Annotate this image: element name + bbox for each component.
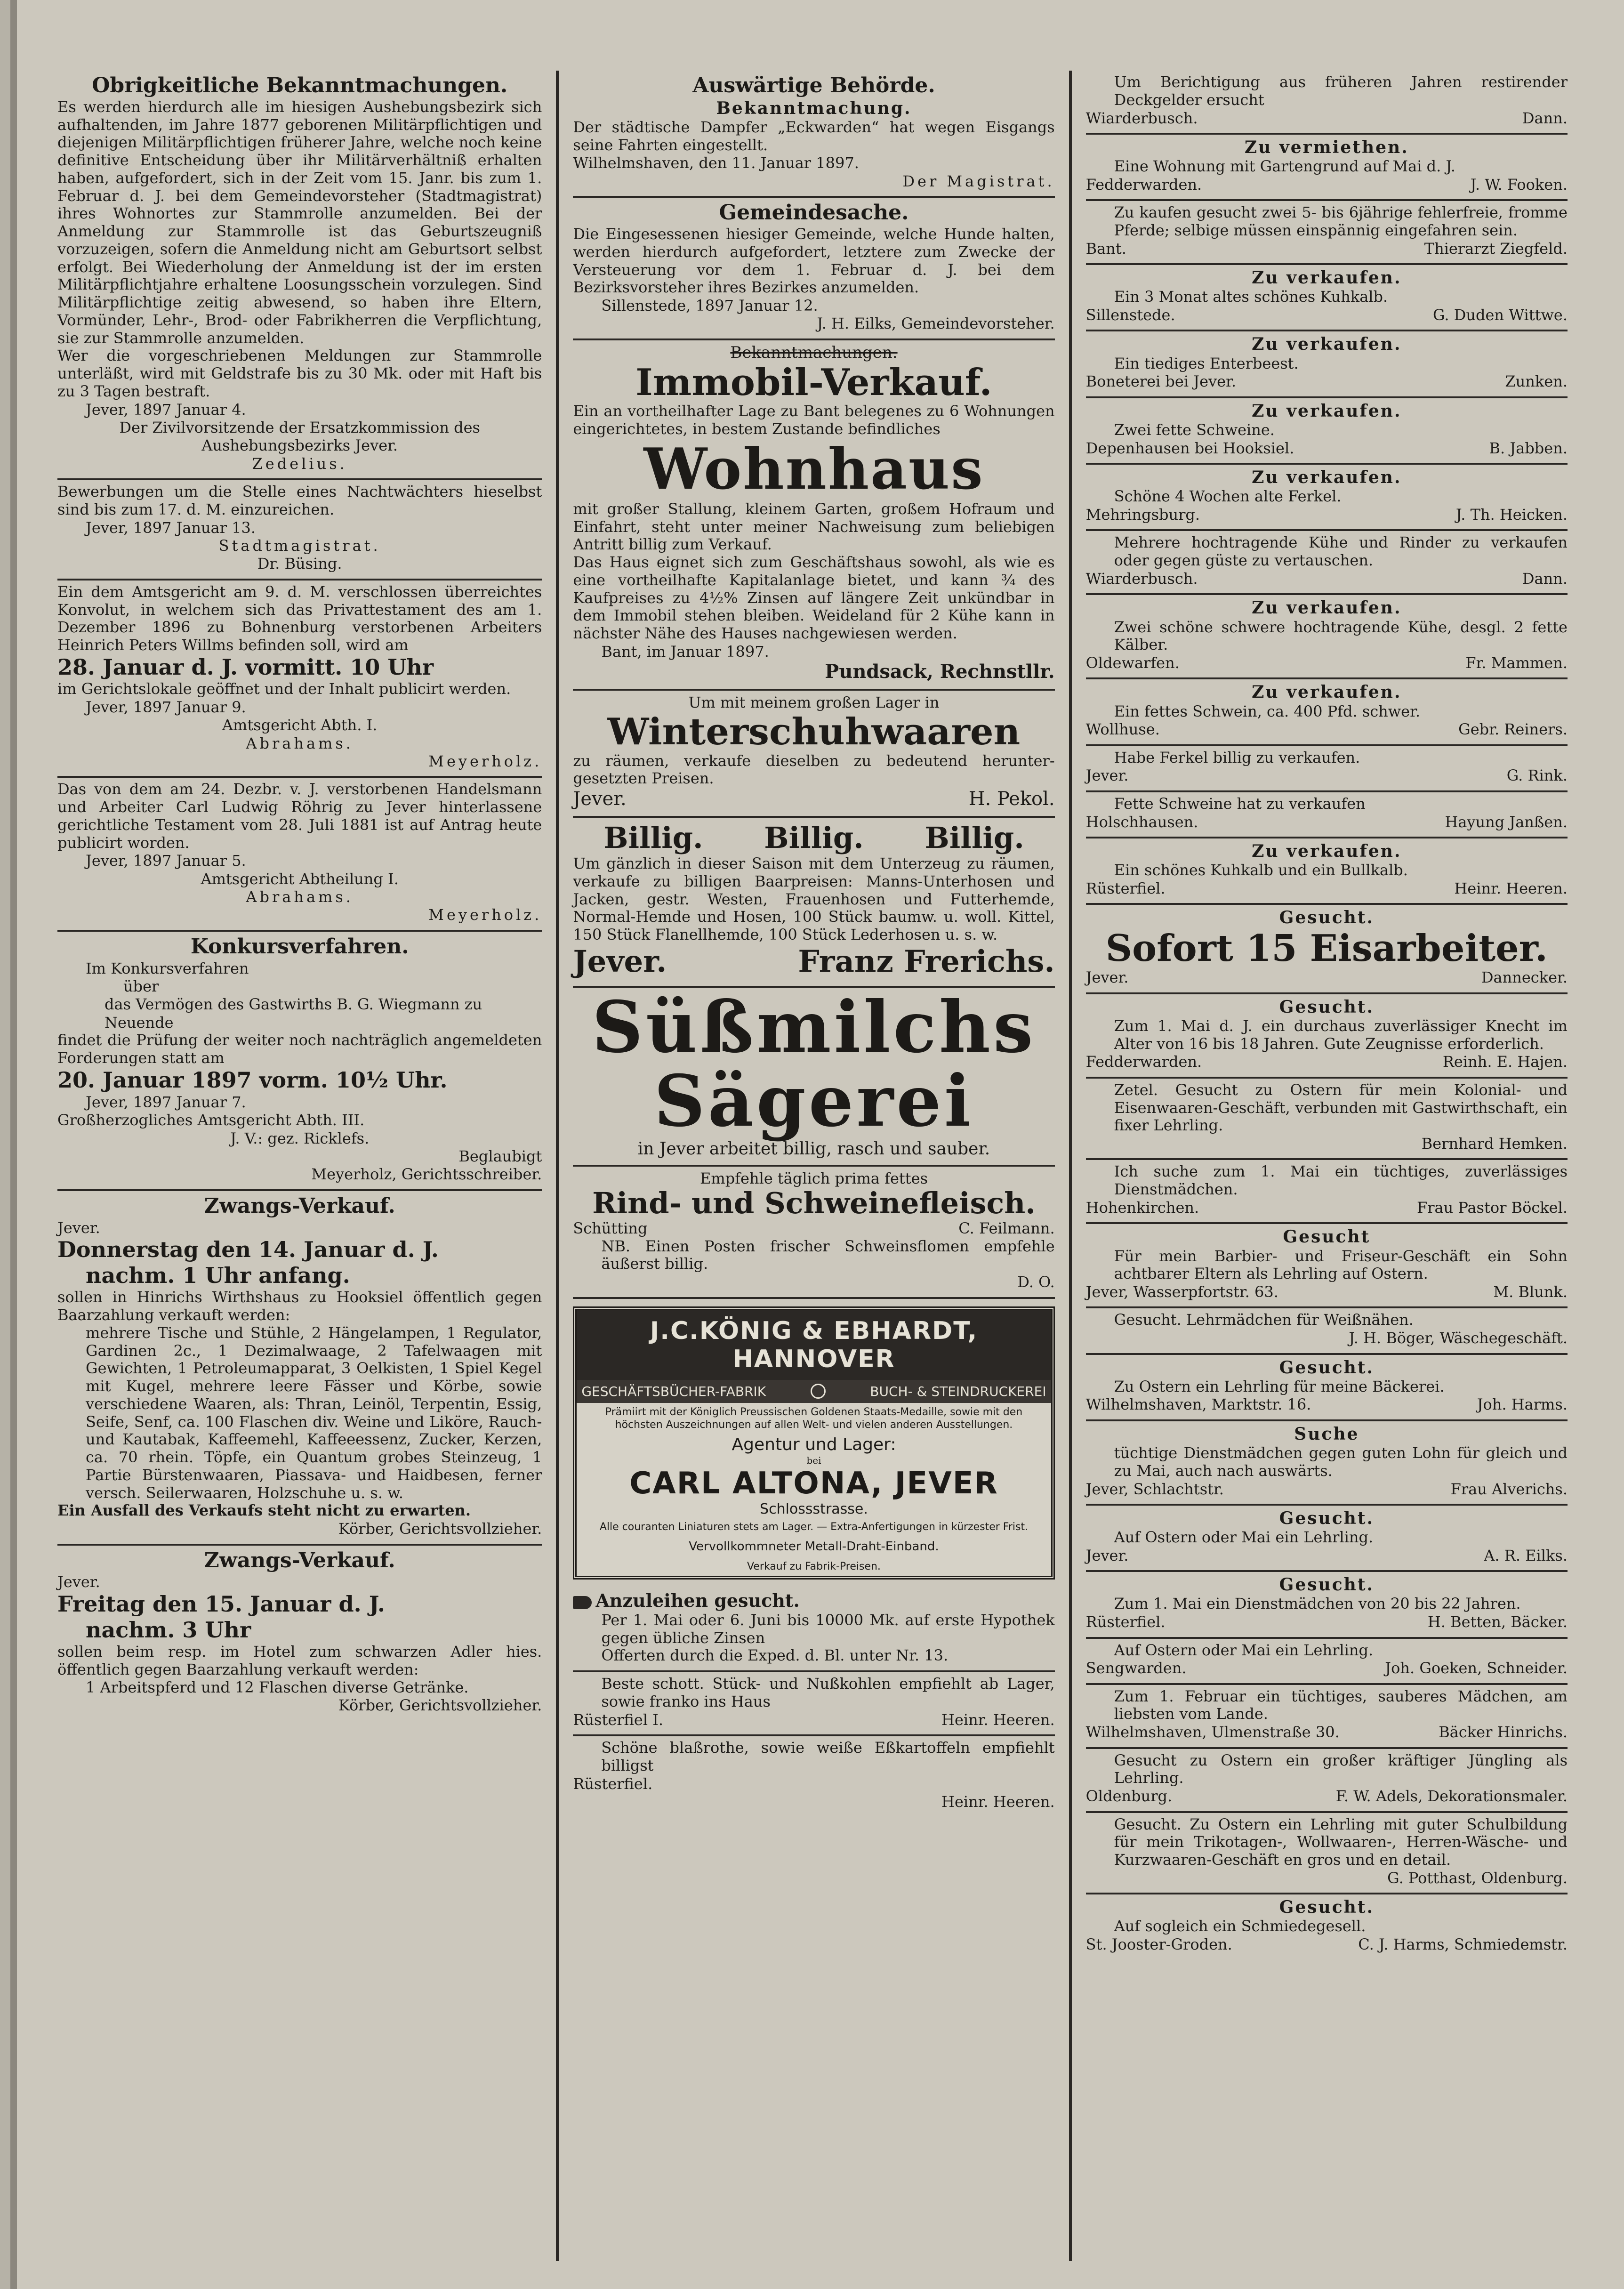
classified-ad xyxy=(1086,1639,1568,1685)
ad-signature: M. Blunk. xyxy=(1493,1283,1568,1301)
ad-footer xyxy=(1086,1053,1568,1071)
ad-place: Schütting xyxy=(573,1219,648,1238)
classified-ad xyxy=(1086,1749,1568,1813)
ad-headline: Rind- und Schweinefleisch. xyxy=(592,1186,1036,1221)
newspaper-page xyxy=(10,0,1624,2289)
notice-time-highlight: nachm. 3 Uhr xyxy=(86,1617,251,1643)
classified-ad xyxy=(1086,994,1568,1079)
classified-ad xyxy=(1086,265,1568,331)
ad-text: Auf Ostern oder Mai ein Lehrling. xyxy=(1114,1641,1374,1659)
ad-footer xyxy=(1086,109,1568,127)
classified-ad xyxy=(1086,71,1568,135)
ad-place: Jever, Wasserpfortstr. 63. xyxy=(1085,1283,1278,1301)
notice-date: Jever, 1897 Januar 9. xyxy=(86,698,246,716)
ad-place: Jever. xyxy=(1085,968,1129,987)
notice-date: Jever, 1897 Januar 4. xyxy=(86,400,246,419)
notice-testament-roehrig xyxy=(57,778,542,932)
ad-heading-text: Anzuleihen gesucht. xyxy=(595,1590,800,1612)
notice-signature: Der Magistrat. xyxy=(902,172,1055,190)
ad-billig-1: Billig. xyxy=(603,821,703,855)
ad-sawmill xyxy=(573,985,1054,1167)
ad-place: Sengwarden. xyxy=(1085,1659,1187,1677)
ad-text: Um Berichtigung aus früheren Jahren restirender Deckgelder ersucht xyxy=(1114,73,1568,109)
ad-koenig-street: Schlossstrasse. xyxy=(760,1500,868,1517)
ad-koenig-ebhardt xyxy=(573,1306,1054,1580)
ad-signature: Heinr. Heeren. xyxy=(941,1710,1055,1729)
ad-signature: H. Pekol. xyxy=(968,788,1055,810)
ad-footer xyxy=(1086,1480,1568,1498)
section-heading: Zwangs-Verkauf. xyxy=(204,1193,395,1218)
notice-text: Bewerbungen um die Stelle eines Nachtwächters hieselbst sind bis zum 17. d. M. einzureichen. xyxy=(57,483,542,518)
ad-footer xyxy=(573,788,1054,810)
ad-heading: Zu vermiethen. xyxy=(1244,137,1409,157)
ad-coal xyxy=(573,1672,1054,1736)
classified-ad xyxy=(1086,1308,1568,1354)
ad-footer xyxy=(1086,720,1568,738)
ad-intro: Um mit meinem großen Lager in xyxy=(688,693,940,712)
notice-signature: Abrahams. xyxy=(246,888,354,906)
ad-text: Ein 3 Monat altes schönes Kuhkalb. xyxy=(1114,288,1388,306)
notice-testament-willms xyxy=(57,580,542,778)
notice-signature: Zedelius. xyxy=(252,454,347,473)
ad-text: Zum 1. Februar ein tüchtiges, sauberes Mädchen, am liebsten vom Lande. xyxy=(1114,1687,1568,1723)
notice-text: findet die Prüfung der weiter noch nachträglich angemeldeten Forderungen statt am xyxy=(57,1031,542,1067)
notice-org: Amtsgericht Abtheilung I. xyxy=(201,870,399,888)
classified-ad xyxy=(1086,679,1568,746)
ad-headline: Wohnhaus xyxy=(643,435,984,502)
ad-potatoes xyxy=(573,1736,1054,1816)
classified-ad xyxy=(1086,1813,1568,1895)
ad-koenig-bar xyxy=(577,1380,1051,1403)
ad-signature: Thierarzt Ziegfeld. xyxy=(1424,239,1568,258)
notice-text: sollen in Hinrichs Wirthshaus zu Hooksiel öffentlich gegen Baarzahlung verkauft werden: xyxy=(57,1288,542,1324)
ad-footer xyxy=(1086,240,1568,258)
ad-text: Ich suche zum 1. Mai ein tüchtiges, zuverlässiges Dienstmädchen. xyxy=(1114,1162,1568,1199)
notice-line: über xyxy=(123,977,159,996)
ad-signature: C. Feilmann. xyxy=(958,1219,1055,1238)
ad-place: Boneterei bei Jever. xyxy=(1085,372,1236,391)
classified-ad xyxy=(1086,465,1568,531)
notice-forced-sale-1 xyxy=(57,1191,542,1546)
ad-heading: Zu verkaufen. xyxy=(1252,841,1402,861)
notice-forced-sale-2 xyxy=(57,1546,542,1720)
classified-ad xyxy=(1086,1894,1568,1959)
classified-ad xyxy=(1086,1685,1568,1749)
ad-koenig-prices: Verkauf zu Fabrik-Preisen. xyxy=(747,1560,881,1572)
ad-koenig-name: CARL ALTONA, JEVER xyxy=(629,1466,998,1501)
ad-koenig-bei: bei xyxy=(806,1454,821,1466)
notice-text: Die Eingesessenen hiesiger Gemeinde, welche Hunde halten, werden hierdurch aufgefordert, letztere zum Zwecke der Versteuerung vor dem 1. Februar d. J. bei dem Bezirksvorsteher ihres Bezirkes anzumelden. xyxy=(573,225,1055,297)
ad-text: Mehrere hochtragende Kühe und Rinder zu verkaufen oder gegen güste zu vertauschen. xyxy=(1114,533,1568,570)
notice-text: Es werden hierdurch alle im hiesigen Aushebungsbezirk sich aufhaltenden, im Jahre 1877 geborenen Militärpflichtigen und diejenigen Militärpflichtigen früherer Jahre, welche noch keine definitive Entscheidung über ihr Militärverhältniß erhalten haben, aufgefordert, sich in der Zeit vom 15. Janr. bis zum 1. Februar d. J. bei dem Gemeindevorsteher (Stadtmagistrat) ihres Wohnortes zur Stammrolle anzumelden. Bei der Anmeldung zur Stammrolle ist das Geburtszeugniß vorzuzeigen, sofern die Anmeldung nicht am Geburtsort selbst erfolgt. Bei Wiederholung der Anmeldung ist der im ersten Militärpflichtjahre erhaltene Loosungsschein vorzulegen. Sind Militärpflichtige zeitig abwesend, so haben ihre Eltern, Vormünder, Lehr-, Brod- oder Fabrikherren die Verpflichtung, sie zur Stammrolle anzumelden. xyxy=(57,97,542,347)
notice-items: 1 Arbeitspferd und 12 Flaschen diverse Getränke. xyxy=(86,1678,469,1696)
ad-place: Oldenburg. xyxy=(1085,1787,1173,1805)
ad-footer xyxy=(1086,1283,1568,1301)
notice-date: Jever, 1897 Januar 7. xyxy=(86,1093,246,1111)
ad-billig-3: Billig. xyxy=(925,821,1024,855)
ad-signature: F. W. Adels, Dekorationsmaler. xyxy=(1335,1787,1568,1805)
ad-footer xyxy=(1086,372,1568,390)
ad-footer xyxy=(1086,1613,1568,1631)
ad-place: Oldewarfen. xyxy=(1085,654,1180,672)
ad-footer xyxy=(573,1219,1054,1237)
classified-ad xyxy=(1086,201,1568,265)
ad-place: Mehringsburg. xyxy=(1085,506,1200,524)
ad-heading: Immobil-Verkauf. xyxy=(635,361,992,404)
classified-ad xyxy=(1086,331,1568,398)
classified-ad xyxy=(1086,1572,1568,1638)
ad-place: Fedderwarden. xyxy=(1085,1053,1202,1071)
ad-text: Ein an vortheilhafter Lage zu Bant belegenes zu 6 Wohnungen eingerichtetes, in bestem Zustande befindliches xyxy=(573,402,1055,438)
ad-place: Wilhelmshaven, Ulmenstraße 30. xyxy=(1085,1723,1340,1741)
ad-signature-2: D. O. xyxy=(1017,1273,1055,1291)
ad-footer xyxy=(1086,1199,1568,1217)
ad-footer xyxy=(1086,1659,1568,1677)
notice-time-highlight: nachm. 1 Uhr anfang. xyxy=(86,1263,350,1289)
ad-place: Wilhelmshaven, Marktstr. 16. xyxy=(1085,1395,1311,1414)
ad-signature: Dann. xyxy=(1522,109,1568,127)
classified-ad xyxy=(1086,1506,1568,1572)
ad-koenig-bar-right: BUCH- & STEINDRUCKEREI xyxy=(870,1383,1046,1399)
notice-org: Amtsgericht Abth. I. xyxy=(222,716,378,734)
ad-signature: Reinh. E. Hajen. xyxy=(1442,1053,1568,1071)
ad-headline-2: Sägerei xyxy=(654,1060,974,1143)
ad-billig-2: Billig. xyxy=(764,821,864,855)
ad-text: mit großer Stallung, kleinem Garten, großem Hofraum und Einfahrt, steht unter meiner Nachweisung zum beliebigen Antritt billig zum Verkauf. xyxy=(573,500,1055,554)
ad-text: Zwei schöne schwere hochtragende Kühe, desgl. 2 fette Kälber. xyxy=(1114,618,1568,654)
classified-ad xyxy=(1086,398,1568,465)
ad-signature: A. R. Eilks. xyxy=(1484,1546,1568,1564)
column-1 xyxy=(43,71,556,2261)
ad-heading: Gesucht. xyxy=(1279,1897,1374,1918)
ad-signature: Dannecker. xyxy=(1481,968,1568,987)
ad-footer xyxy=(1086,879,1568,897)
column-3 xyxy=(1069,71,1582,2261)
ad-heading: Zu verkaufen. xyxy=(1252,682,1402,702)
section-heading: Obrigkeitliche Bekanntmachungen. xyxy=(92,73,508,97)
notice-note: Ein Ausfall des Verkaufs steht nicht zu erwarten. xyxy=(57,1501,471,1520)
ad-place: Rüsterfiel. xyxy=(1085,1613,1166,1631)
ad-signature: Heinr. Heeren. xyxy=(1454,879,1568,897)
ad-headline: Sofort 15 Eisarbeiter. xyxy=(1105,927,1548,970)
ad-text: Offerten durch die Exped. d. Bl. unter Nr. 13. xyxy=(601,1646,949,1665)
ad-loan-wanted xyxy=(573,1587,1054,1672)
notice-certified: Beglaubigt xyxy=(458,1147,542,1166)
ad-text: Fette Schweine hat zu verkaufen xyxy=(1114,794,1366,813)
ad-text: Gesucht zu Ostern ein großer kräftiger Jüngling als Lehrling. xyxy=(1114,1751,1568,1787)
ad-text: Beste schott. Stück- und Nußkohlen empfiehlt ab Lager, sowie franko ins Haus xyxy=(601,1675,1055,1710)
notice-signature: J. H. Eilks, Gemeindevorsteher. xyxy=(817,314,1055,333)
ad-place: Wiarderbusch. xyxy=(1085,109,1198,127)
classified-ad xyxy=(1086,135,1568,201)
classified-ad xyxy=(1086,905,1568,994)
ad-heading: Gesucht. xyxy=(1279,1508,1374,1528)
ad-heading xyxy=(573,1590,1054,1612)
classified-ad xyxy=(1086,1224,1568,1308)
notice-date-highlight: 28. Januar d. J. vormitt. 10 Uhr xyxy=(57,654,434,680)
classified-ad xyxy=(1086,1160,1568,1224)
ad-place: Jever, Schlachtstr. xyxy=(1085,1480,1224,1498)
ad-koenig-award: Prämiirt mit der Königlich Preussischen Goldenen Staats-Medaille, sowie mit den höchsten Auszeichnungen auf allen Welt- und vielen anderen Ausstellungen. xyxy=(605,1406,1023,1431)
ad-text: Zu kaufen gesucht zwei 5- bis 6jährige fehlerfreie, fromme Pferde; selbige müssen einspännig eingefahren sein. xyxy=(1114,203,1568,239)
ad-place: Jever. xyxy=(573,788,627,810)
ad-signature: J. W. Fooken. xyxy=(1470,175,1568,193)
notice-dog-tax xyxy=(573,198,1054,340)
notice-text: Der städtische Dampfer „Eckwarden“ hat wegen Eisgangs seine Fahrten eingestellt. xyxy=(573,118,1055,154)
notice-signature: Dr. Büsing. xyxy=(257,555,342,573)
ad-place: Jever. xyxy=(1085,766,1129,785)
ad-text: Ein schönes Kuhkalb und ein Bullkalb. xyxy=(1114,861,1408,879)
ad-place: Rüsterfiel. xyxy=(573,1774,653,1793)
ad-place: Wiarderbusch. xyxy=(1085,569,1198,588)
notice-line: Im Konkursverfahren xyxy=(86,959,249,977)
ad-signature: B. Jabben. xyxy=(1489,439,1568,457)
notice-date: Jever, 1897 Januar 5. xyxy=(86,852,246,870)
ad-signature: C. J. Harms, Schmiedemstr. xyxy=(1358,1935,1568,1954)
ad-text: Zu Ostern ein Lehrling für meine Bäckerei. xyxy=(1114,1377,1445,1395)
ad-text: Das Haus eignet sich zum Geschäftshaus sowohl, als wie es eine vortheilhafte Kapitalanlage bietet, und kann ¾ des Kaufpreises zu 4½% Zinsen auf längere Zeit unkündbar in dem Immobil stehen bleiben. Weideland für 2 Kühe kann in nächster Nähe des Hauses nachgewiesen werden. xyxy=(573,553,1055,643)
section-heading: Konkursverfahren. xyxy=(190,934,409,959)
notice-org: Der Zivilvorsitzende der Ersatzkommission des Aushebungsbezirks Jever. xyxy=(119,418,480,455)
ad-footer xyxy=(573,944,1054,980)
ad-signature: J. Th. Heicken. xyxy=(1455,506,1568,524)
ad-signature: Frau Alverichs. xyxy=(1450,1480,1568,1498)
ad-footer xyxy=(1086,1787,1568,1805)
ad-koenig-agent: Agentur und Lager: xyxy=(732,1435,896,1454)
ad-place: Depenhausen bei Hooksiel. xyxy=(1085,439,1294,457)
ad-footer xyxy=(1086,1547,1568,1564)
ad-koenig-stock: Alle couranten Liniaturen stets am Lager. — Extra-Anfertigungen in kürzester Frist. xyxy=(599,1521,1029,1533)
notice-date-highlight: 20. Januar 1897 vorm. 10½ Uhr. xyxy=(57,1067,448,1093)
ad-intro: Empfehle täglich prima fettes xyxy=(700,1169,928,1187)
ad-heading: Gesucht xyxy=(1283,1227,1371,1247)
notice-signature: Körber, Gerichtsvollzieher. xyxy=(338,1696,542,1715)
classified-ad xyxy=(1086,838,1568,905)
notice-date: Sillenstede, 1897 Januar 12. xyxy=(601,297,818,315)
classified-ad xyxy=(1086,1079,1568,1161)
ad-signature: J. H. Böger, Wäschegeschäft. xyxy=(1349,1329,1568,1347)
classified-ad xyxy=(1086,1355,1568,1421)
notice-line: das Vermögen des Gastwirths B. G. Wiegmann zu Neuende xyxy=(105,995,482,1032)
ad-signature: Gebr. Reiners. xyxy=(1458,720,1568,739)
ad-signature: Zunken. xyxy=(1505,372,1568,391)
notice-signature: Körber, Gerichtsvollzieher. xyxy=(338,1520,542,1538)
ad-koenig-bar-left: GESCHÄFTSBÜCHER-FABRIK xyxy=(581,1383,766,1399)
ad-text: Gesucht. Zu Ostern ein Lehrling mit guter Schulbildung für mein Trikotagen-, Wollwaaren-, Herren-Wäsche- und Kurzwaaren-Geschäft en gros und en detail. xyxy=(1114,1815,1568,1869)
ad-text: Ein fettes Schwein, ca. 400 Pfd. schwer. xyxy=(1114,702,1421,720)
notice-signature: J. V.: gez. Ricklefs. xyxy=(230,1129,370,1147)
notice-text: Das von dem am 24. Dezbr. v. J. verstorbenen Handelsmann und Arbeiter Carl Ludwig Röhrig zu Jever hinterlassene gerichtliche Testament vom 28. Juli 1881 ist auf Antrag heute publicirt worden. xyxy=(57,780,542,852)
notice-items: mehrere Tische und Stühle, 2 Hängelampen, 1 Regulator, Gardinen 2c., 1 Dezimalwaage, 2 Tafelwaagen mit Gewichten, 1 Petroleumapparat, 3 Oelkisten, 1 Spiel Kegel mit Kugel, mehrere leere Fässer und Körbe, sowie verschiedene Waaren, als: Thran, Leinöl, Terpentin, Essig, Seife, Senf, ca. 100 Flaschen div. Weine und Liköre, Rauch- und Kautabak, Kaffeemehl, Kaffeeessenz, Zucker, Kerzen, ca. 70 rhein. Töpfe, ein Quantum grobes Steinzeug, 1 Partie Bürstenwaaren, Piassava- und Haidbesen, ferner versch. Seilerwaaren, Holzschuhe u. s. w. xyxy=(86,1323,542,1502)
classified-ad xyxy=(1086,531,1568,595)
notice-place: Jever. xyxy=(57,1573,100,1591)
section-heading: Gemeindesache. xyxy=(719,201,909,225)
ad-footer xyxy=(1086,654,1568,672)
ad-billig-row xyxy=(573,821,1054,855)
ad-signature: Joh. Harms. xyxy=(1477,1395,1568,1414)
ad-place: Hohenkirchen. xyxy=(1085,1198,1199,1217)
ad-underwear-sale xyxy=(573,818,1054,988)
pointing-hand-icon xyxy=(573,1596,592,1609)
ad-text: in Jever arbeitet billig, rasch und sauber. xyxy=(637,1139,990,1159)
ad-text: Zum 1. Mai ein Dienstmädchen von 20 bis 22 Jahren. xyxy=(1114,1595,1521,1613)
notice-org: Großherzogliches Amtsgericht Abth. III. xyxy=(57,1111,365,1129)
ad-text: Um gänzlich in dieser Saison mit dem Unterzeug zu räumen, verkaufe zu billigen Baarpreisen: Manns-Unterhosen und Jacken, gestr. Westen, Frauenhosen und Futterhemde, Normal-Hemde und Hosen, 100 Stück baumw. u. woll. Kittel, 150 Stück Flanellhemde, 100 Stück Lederhosen u. s. w. xyxy=(573,854,1055,944)
notice-date: Wilhelmshaven, den 11. Januar 1897. xyxy=(573,154,859,172)
ad-place: Bant. xyxy=(1085,239,1126,258)
ad-heading: Gesucht. xyxy=(1279,908,1374,928)
ad-heading: Zu verkaufen. xyxy=(1252,334,1402,355)
notice-text: sollen beim resp. im Hotel zum schwarzen Adler hies. öffentlich gegen Baarzahlung verkauft werden: xyxy=(57,1643,542,1678)
ad-footer xyxy=(1086,506,1568,524)
ad-text: Eine Wohnung mit Gartengrund auf Mai d. J. xyxy=(1114,157,1455,176)
notice-military-registration xyxy=(57,71,542,480)
ad-heading: Zu verkaufen. xyxy=(1252,467,1402,488)
ad-real-estate xyxy=(573,340,1054,691)
ad-place: Wollhuse. xyxy=(1085,720,1160,739)
ad-text: Zetel. Gesucht zu Ostern für mein Kolonial- und Eisenwaaren-Geschäft, verbunden mit Gastwirthschaft, ein fixer Lehrling. xyxy=(1114,1080,1568,1135)
crown-ornament-icon xyxy=(811,1384,826,1399)
ad-place: Jever. xyxy=(573,943,667,979)
ad-place: Holschhausen. xyxy=(1085,813,1198,831)
ad-footer xyxy=(1086,176,1568,193)
notice-text: im Gerichtslokale geöffnet und der Inhalt publicirt werden. xyxy=(57,679,511,698)
ad-koenig-binding: Vervollkommneter Metall-Draht-Einband. xyxy=(689,1539,939,1554)
notice-bankruptcy xyxy=(57,932,542,1191)
notice-date-highlight: Donnerstag den 14. Januar d. J. xyxy=(57,1237,439,1263)
ad-text: Zwei fette Schweine. xyxy=(1114,420,1275,439)
classified-ad xyxy=(1086,595,1568,679)
ad-signature: Bäcker Hinrichs. xyxy=(1439,1723,1568,1741)
column-2 xyxy=(556,71,1069,2261)
ad-text: Auf Ostern oder Mai ein Lehrling. xyxy=(1114,1528,1374,1547)
ad-footer xyxy=(1086,968,1568,986)
ad-text: Per 1. Mai oder 6. Juni bis 10000 Mk. auf erste Hypothek gegen übliche Zinsen xyxy=(601,1611,1055,1647)
ad-butcher xyxy=(573,1167,1054,1299)
classified-ad xyxy=(1086,792,1568,838)
notice-date-highlight: Freitag den 15. Januar d. J. xyxy=(57,1591,385,1617)
ad-winter-shoes xyxy=(573,691,1054,818)
ad-footer xyxy=(1086,439,1568,457)
notice-steamer xyxy=(573,71,1054,198)
ad-heading: Suche xyxy=(1294,1424,1359,1444)
ad-heading: Zu verkaufen. xyxy=(1252,401,1402,421)
ad-heading: Gesucht. xyxy=(1279,1575,1374,1595)
ad-text: NB. Einen Posten frischer Schweinsflomen empfehle äußerst billig. xyxy=(601,1237,1055,1273)
ad-heading: Gesucht. xyxy=(1279,997,1374,1017)
ad-signature: Fr. Mammen. xyxy=(1465,654,1568,672)
section-heading: Zwangs-Verkauf. xyxy=(204,1548,395,1572)
ad-place: Jever. xyxy=(1085,1546,1129,1564)
ad-text: Ein tiediges Enterbeest. xyxy=(1114,354,1299,372)
ad-signature: H. Betten, Bäcker. xyxy=(1427,1613,1568,1631)
ad-signature: Frau Pastor Böckel. xyxy=(1417,1198,1568,1217)
ad-signature: Dann. xyxy=(1522,569,1568,588)
ad-signature: G. Rink. xyxy=(1506,766,1568,785)
ad-place: Fedderwarden. xyxy=(1085,175,1202,193)
ad-text: Schöne blaßrothe, sowie weiße Eßkartoffeln empfiehlt billigst xyxy=(601,1739,1055,1774)
notice-place: Jever. xyxy=(57,1218,100,1237)
ad-footer xyxy=(573,1711,1054,1729)
ad-text: zu räumen, verkaufe dieselben zu bedeutend herunter- gesetzten Preisen. xyxy=(573,751,1055,788)
section-subheading: Bekanntmachung. xyxy=(716,98,912,118)
ad-signature: Joh. Goeken, Schneider. xyxy=(1385,1659,1568,1677)
notice-signature-2: Meyerholz. xyxy=(428,752,542,770)
ad-signature: Bernhard Hemken. xyxy=(1421,1135,1568,1153)
ad-text: Habe Ferkel billig zu verkaufen. xyxy=(1114,748,1360,766)
ad-signature: Pundsack, Rechnstllr. xyxy=(825,661,1055,683)
columns xyxy=(43,71,1582,2261)
ad-heading: Zu verkaufen. xyxy=(1252,268,1402,288)
notice-org: Stadtmagistrat. xyxy=(218,537,381,555)
section-label: Bekanntmachungen. xyxy=(730,343,898,362)
ad-text: Für mein Barbier- und Friseur-Geschäft ein Sohn achtbarer Eltern als Lehrling auf Ostern. xyxy=(1114,1247,1568,1283)
ad-text: Schöne 4 Wochen alte Ferkel. xyxy=(1114,487,1342,506)
ad-date: Bant, im Januar 1897. xyxy=(601,642,769,661)
ad-signature: G. Potthast, Oldenburg. xyxy=(1387,1869,1568,1887)
notice-text: Ein dem Amtsgericht am 9. d. M. verschlossen überreichtes Konvolut, in welchem sich das Privattestament des am 1. Dezember 1896 zu Bohnenburg verstorbenen Arbeiters Heinrich Peters Willms befinden soll, wird am xyxy=(57,582,542,654)
ad-place: Rüsterfiel I. xyxy=(573,1710,664,1729)
notice-signature-2: Meyerholz, Gerichtsschreiber. xyxy=(311,1165,542,1184)
ad-heading: Gesucht. xyxy=(1279,1357,1374,1378)
ad-text: Gesucht. Lehrmädchen für Weißnähen. xyxy=(1114,1311,1414,1329)
ad-text: tüchtige Dienstmädchen gegen guten Lohn für gleich und zu Mai, auch nach auswärts. xyxy=(1114,1444,1568,1480)
ad-footer xyxy=(1086,766,1568,784)
ad-signature: Hayung Janßen. xyxy=(1445,813,1568,831)
ad-signature: Heinr. Heeren. xyxy=(941,1792,1055,1811)
ad-signature: Franz Frerichs. xyxy=(798,943,1055,979)
notice-date: Jever, 1897 Januar 13. xyxy=(86,518,256,537)
ad-place: Sillenstede. xyxy=(1085,306,1175,324)
classified-ad xyxy=(1086,1421,1568,1506)
ad-koenig-title: J.C.KÖNIG & EBHARDT, HANNOVER xyxy=(577,1310,1051,1380)
ad-footer xyxy=(1086,1395,1568,1413)
classified-ad xyxy=(1086,746,1568,792)
ad-place: Rüsterfiel. xyxy=(1085,879,1166,897)
ad-text: Auf sogleich ein Schmiedegesell. xyxy=(1114,1917,1366,1935)
ad-place: St. Jooster-Groden. xyxy=(1085,1935,1232,1954)
notice-signature-2: Meyerholz. xyxy=(428,906,542,924)
ad-signature: G. Duden Wittwe. xyxy=(1432,306,1568,324)
ad-headline-1: Süßmilchs xyxy=(592,985,1036,1069)
ad-footer xyxy=(1086,1723,1568,1741)
ad-headline: Winterschuhwaaren xyxy=(607,710,1021,753)
notice-signature: Abrahams. xyxy=(246,734,354,752)
notice-text: Wer die vorgeschriebenen Meldungen zur Stammrolle unterläßt, wird mit Geldstrafe bis zu 30 Mk. oder mit Haft bis zu 3 Tagen bestraft. xyxy=(57,347,542,400)
ad-footer xyxy=(1086,570,1568,588)
ad-footer xyxy=(1086,306,1568,324)
ad-footer xyxy=(1086,1935,1568,1953)
ad-heading: Zu verkaufen. xyxy=(1252,598,1402,618)
section-heading: Auswärtige Behörde. xyxy=(692,73,935,97)
ad-footer xyxy=(1086,813,1568,831)
notice-night-watchman xyxy=(57,480,542,580)
ad-text: Zum 1. Mai d. J. ein durchaus zuverlässiger Knecht im Alter von 16 bis 18 Jahren. Gute Zeugnisse erforderlich. xyxy=(1114,1016,1568,1053)
